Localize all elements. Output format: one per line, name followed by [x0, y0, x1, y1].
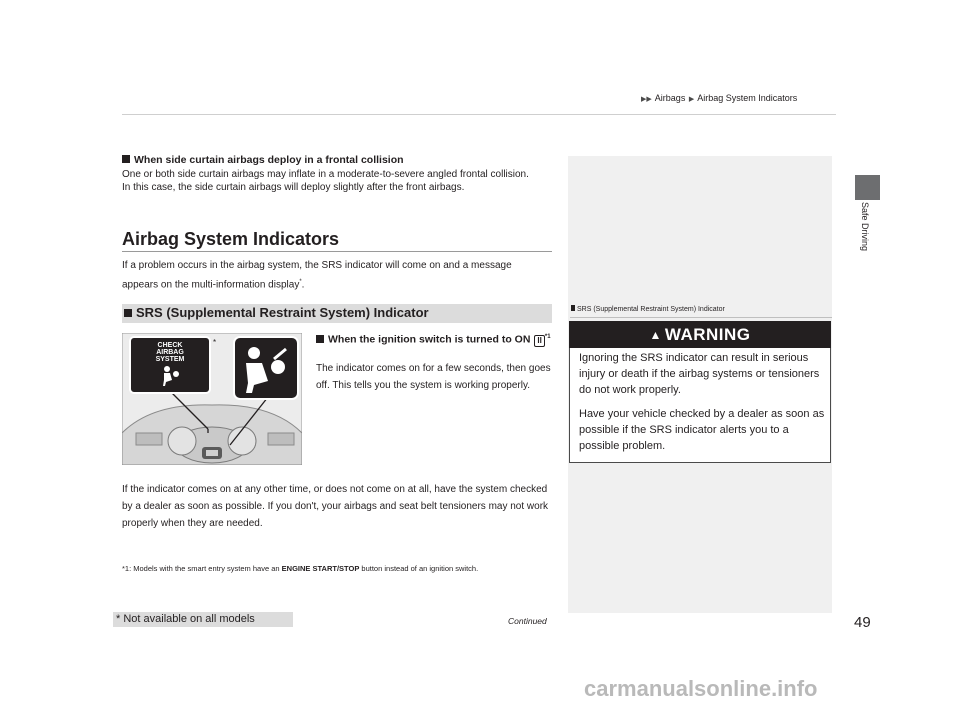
display-line-2: AIRBAG	[156, 349, 184, 356]
check-airbag-display	[130, 337, 210, 393]
warning-header: ▲ WARNING	[569, 321, 831, 348]
breadcrumb-item-airbags[interactable]: Airbags	[654, 93, 686, 103]
chapter-tab-marker[interactable]	[855, 175, 880, 200]
display-line-3: SYSTEM	[155, 356, 185, 363]
srs-warning-icon	[234, 337, 298, 399]
availability-note: * Not available on all models	[116, 613, 255, 625]
display-line-1: CHECK	[157, 342, 183, 349]
square-bullet-icon	[316, 335, 324, 343]
footnote: *1: Models with the smart entry system have an ENGINE START/STOP button instead of an ignition switch.	[122, 564, 479, 573]
curtain-text: One or both side curtain airbags may inflate in a moderate-to-severe angled frontal collision. In this case, the side curtain airbags will deploy slightly after the front airbags.	[122, 169, 529, 193]
breadcrumb-arrow-icon: ▶▶	[641, 96, 652, 103]
warning-text-2: Have your vehicle checked by a dealer as soon as possible if the SRS indicator alerts you to a possible problem.	[579, 408, 825, 452]
header-divider	[122, 114, 836, 115]
srs-indicator-illustration	[122, 333, 302, 465]
sidebar-reference[interactable]: SRS (Supplemental Restraint System) Indicator	[571, 305, 725, 313]
watermark: carmanualsonline.info	[584, 676, 818, 701]
square-bullet-icon	[124, 309, 132, 317]
curtain-heading: When side curtain airbags deploy in a frontal collision	[122, 154, 404, 166]
breadcrumb	[640, 93, 797, 103]
square-bullet-icon	[122, 155, 130, 163]
indicator-paragraph: If the indicator comes on at any other time, or does not come on at all, have the system checked by a dealer as soon as possible. If you don't, your airbags and seat belt tensioners may not work properly when they are needed.	[122, 484, 549, 529]
ignition-key-symbol: II	[534, 335, 544, 347]
intro-text: If a problem occurs in the airbag system, the SRS indicator will come on and a message appears on the multi-information display*.	[122, 260, 512, 291]
display-asterisk: *	[213, 338, 217, 347]
ignition-text: The indicator comes on for a few seconds, then goes off. This tells you the system is working properly.	[316, 363, 551, 391]
reference-marker-icon	[571, 305, 575, 311]
warning-triangle-icon: ▲	[649, 328, 662, 342]
warning-text-1: Ignoring the SRS indicator can result in serious injury or death if the airbag systems or tensioners do not work properly.	[579, 352, 820, 396]
ignition-subheading: When the ignition switch is turned to ON II $^{*1}$	[316, 330, 556, 348]
breadcrumb-arrow-icon: ▶	[688, 96, 695, 103]
sidebar-divider	[570, 317, 832, 318]
breadcrumb-item-indicators[interactable]: Airbag System Indicators	[697, 93, 798, 103]
page-title: Airbag System Indicators	[122, 229, 340, 249]
section-title: SRS (Supplemental Restraint System) Indicator	[124, 305, 429, 320]
chapter-tab-label[interactable]: Safe Driving	[860, 202, 870, 252]
continued-label: Continued	[508, 616, 547, 626]
page-number: 49	[854, 614, 871, 631]
footnote-ref[interactable]: *1	[544, 334, 551, 340]
title-divider	[122, 251, 552, 252]
